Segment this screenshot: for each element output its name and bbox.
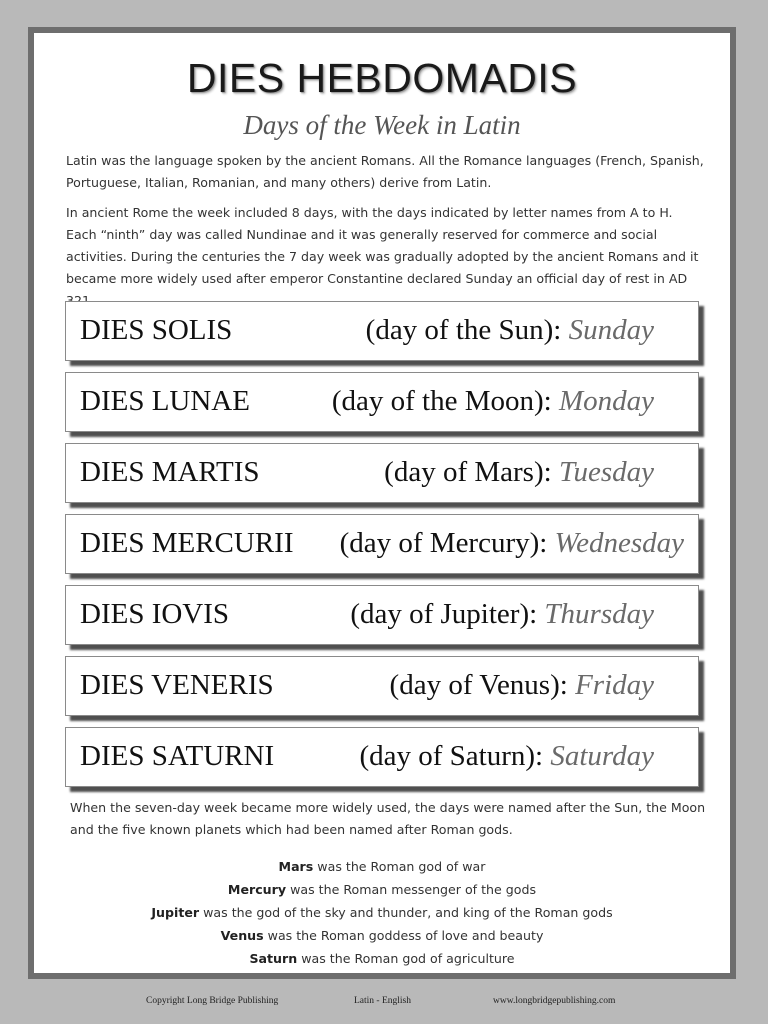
day-english-name: Thursday: [544, 598, 654, 630]
footer-website: www.longbridgepublishing.com: [493, 996, 616, 1006]
day-latin-name: DIES VENERIS: [80, 669, 274, 701]
day-meaning: [384, 456, 654, 489]
day-meaning-text: (day of Saturn):: [359, 740, 544, 772]
god-description: was the Roman god of war: [317, 859, 486, 874]
god-name: Saturn: [249, 951, 298, 966]
day-card-sunday: [65, 301, 699, 361]
god-description: was the Roman god of agriculture: [301, 951, 515, 966]
page-subtitle: Days of the Week in Latin: [243, 110, 521, 140]
day-meaning: [359, 740, 654, 773]
day-english-name: Saturday: [550, 740, 654, 772]
god-name: Jupiter: [151, 905, 200, 920]
day-latin-name: DIES MARTIS: [80, 456, 260, 488]
day-latin-name: DIES IOVIS: [80, 598, 230, 630]
day-meaning-text: (day of the Sun):: [365, 314, 562, 346]
day-meaning: [366, 314, 654, 347]
day-latin-name: DIES SATURNI: [80, 740, 275, 772]
god-name: Mercury: [227, 882, 287, 897]
day-english-name: Tuesday: [558, 456, 654, 488]
day-meaning-text: (day of Jupiter):: [350, 598, 538, 630]
day-english-name: Monday: [558, 385, 654, 417]
god-line-saturn: [34, 947, 730, 970]
day-meaning: [340, 527, 684, 560]
footer-language: Latin - English: [354, 996, 411, 1006]
god-line-mercury: [34, 878, 730, 901]
day-meaning-text: (day of the Moon):: [331, 385, 552, 417]
day-card-tuesday: [65, 443, 699, 503]
day-card-wednesday: [65, 514, 699, 574]
intro-paragraph-2: In ancient Rome the week included 8 days, with the days indicated by letter names from A to H. Each “ninth” day was called Nundinae and it was generally reserved for commerce and social activities. During the centuries the 7 day week was gradually adopted by the ancient Romans and it became more widely used after emperor Constantine declared Sunday an official day of rest in AD: [66, 205, 699, 286]
day-english-name: Friday: [575, 669, 654, 701]
god-description: was the Roman messenger of the gods: [290, 882, 537, 897]
day-card-monday: [65, 372, 699, 432]
gods-list: [34, 855, 730, 970]
day-latin-name: DIES MERCURII: [80, 527, 294, 559]
day-meaning-text: (day of Venus):: [389, 669, 568, 701]
day-card-saturday: [65, 727, 699, 787]
day-card-thursday: [65, 585, 699, 645]
day-meaning: [350, 598, 654, 631]
footer-copyright: Copyright Long Bridge Publishing: [146, 996, 279, 1006]
day-meaning-text: (day of Mars):: [384, 456, 552, 488]
day-english-name: Sunday: [568, 314, 654, 346]
day-latin-name: DIES SOLIS: [80, 314, 233, 346]
day-latin-name: DIES LUNAE: [80, 385, 250, 417]
intro-paragraph-1: Latin was the language spoken by the ancient Romans. All the Romance languages (French, Spanish, Portuguese, Italian, Romanian, and many others) derive from Latin.: [66, 153, 704, 190]
day-meaning-text: (day of Mercury):: [339, 527, 548, 559]
page-title: DIES HEBDOMADIS: [186, 55, 578, 101]
day-meaning: [390, 669, 654, 702]
outro-paragraph: When the seven-day week became more widely used, the days were named after the Sun, the Moon and the five known planets which had been named after Roman gods.: [70, 800, 706, 837]
god-description: was the god of the sky and thunder, and king of the Roman gods: [203, 905, 613, 920]
day-meaning: [332, 385, 654, 418]
god-name: Venus: [220, 928, 264, 943]
god-line-venus: [34, 924, 730, 947]
day-english-name: Wednesday: [554, 527, 684, 559]
god-description: was the Roman goddess of love and beauty: [267, 928, 544, 943]
god-name: Mars: [278, 859, 314, 874]
god-line-mars: [34, 855, 730, 878]
page-frame: [28, 27, 736, 979]
day-card-friday: [65, 656, 699, 716]
god-line-jupiter: [34, 901, 730, 924]
worksheet: [34, 33, 730, 973]
